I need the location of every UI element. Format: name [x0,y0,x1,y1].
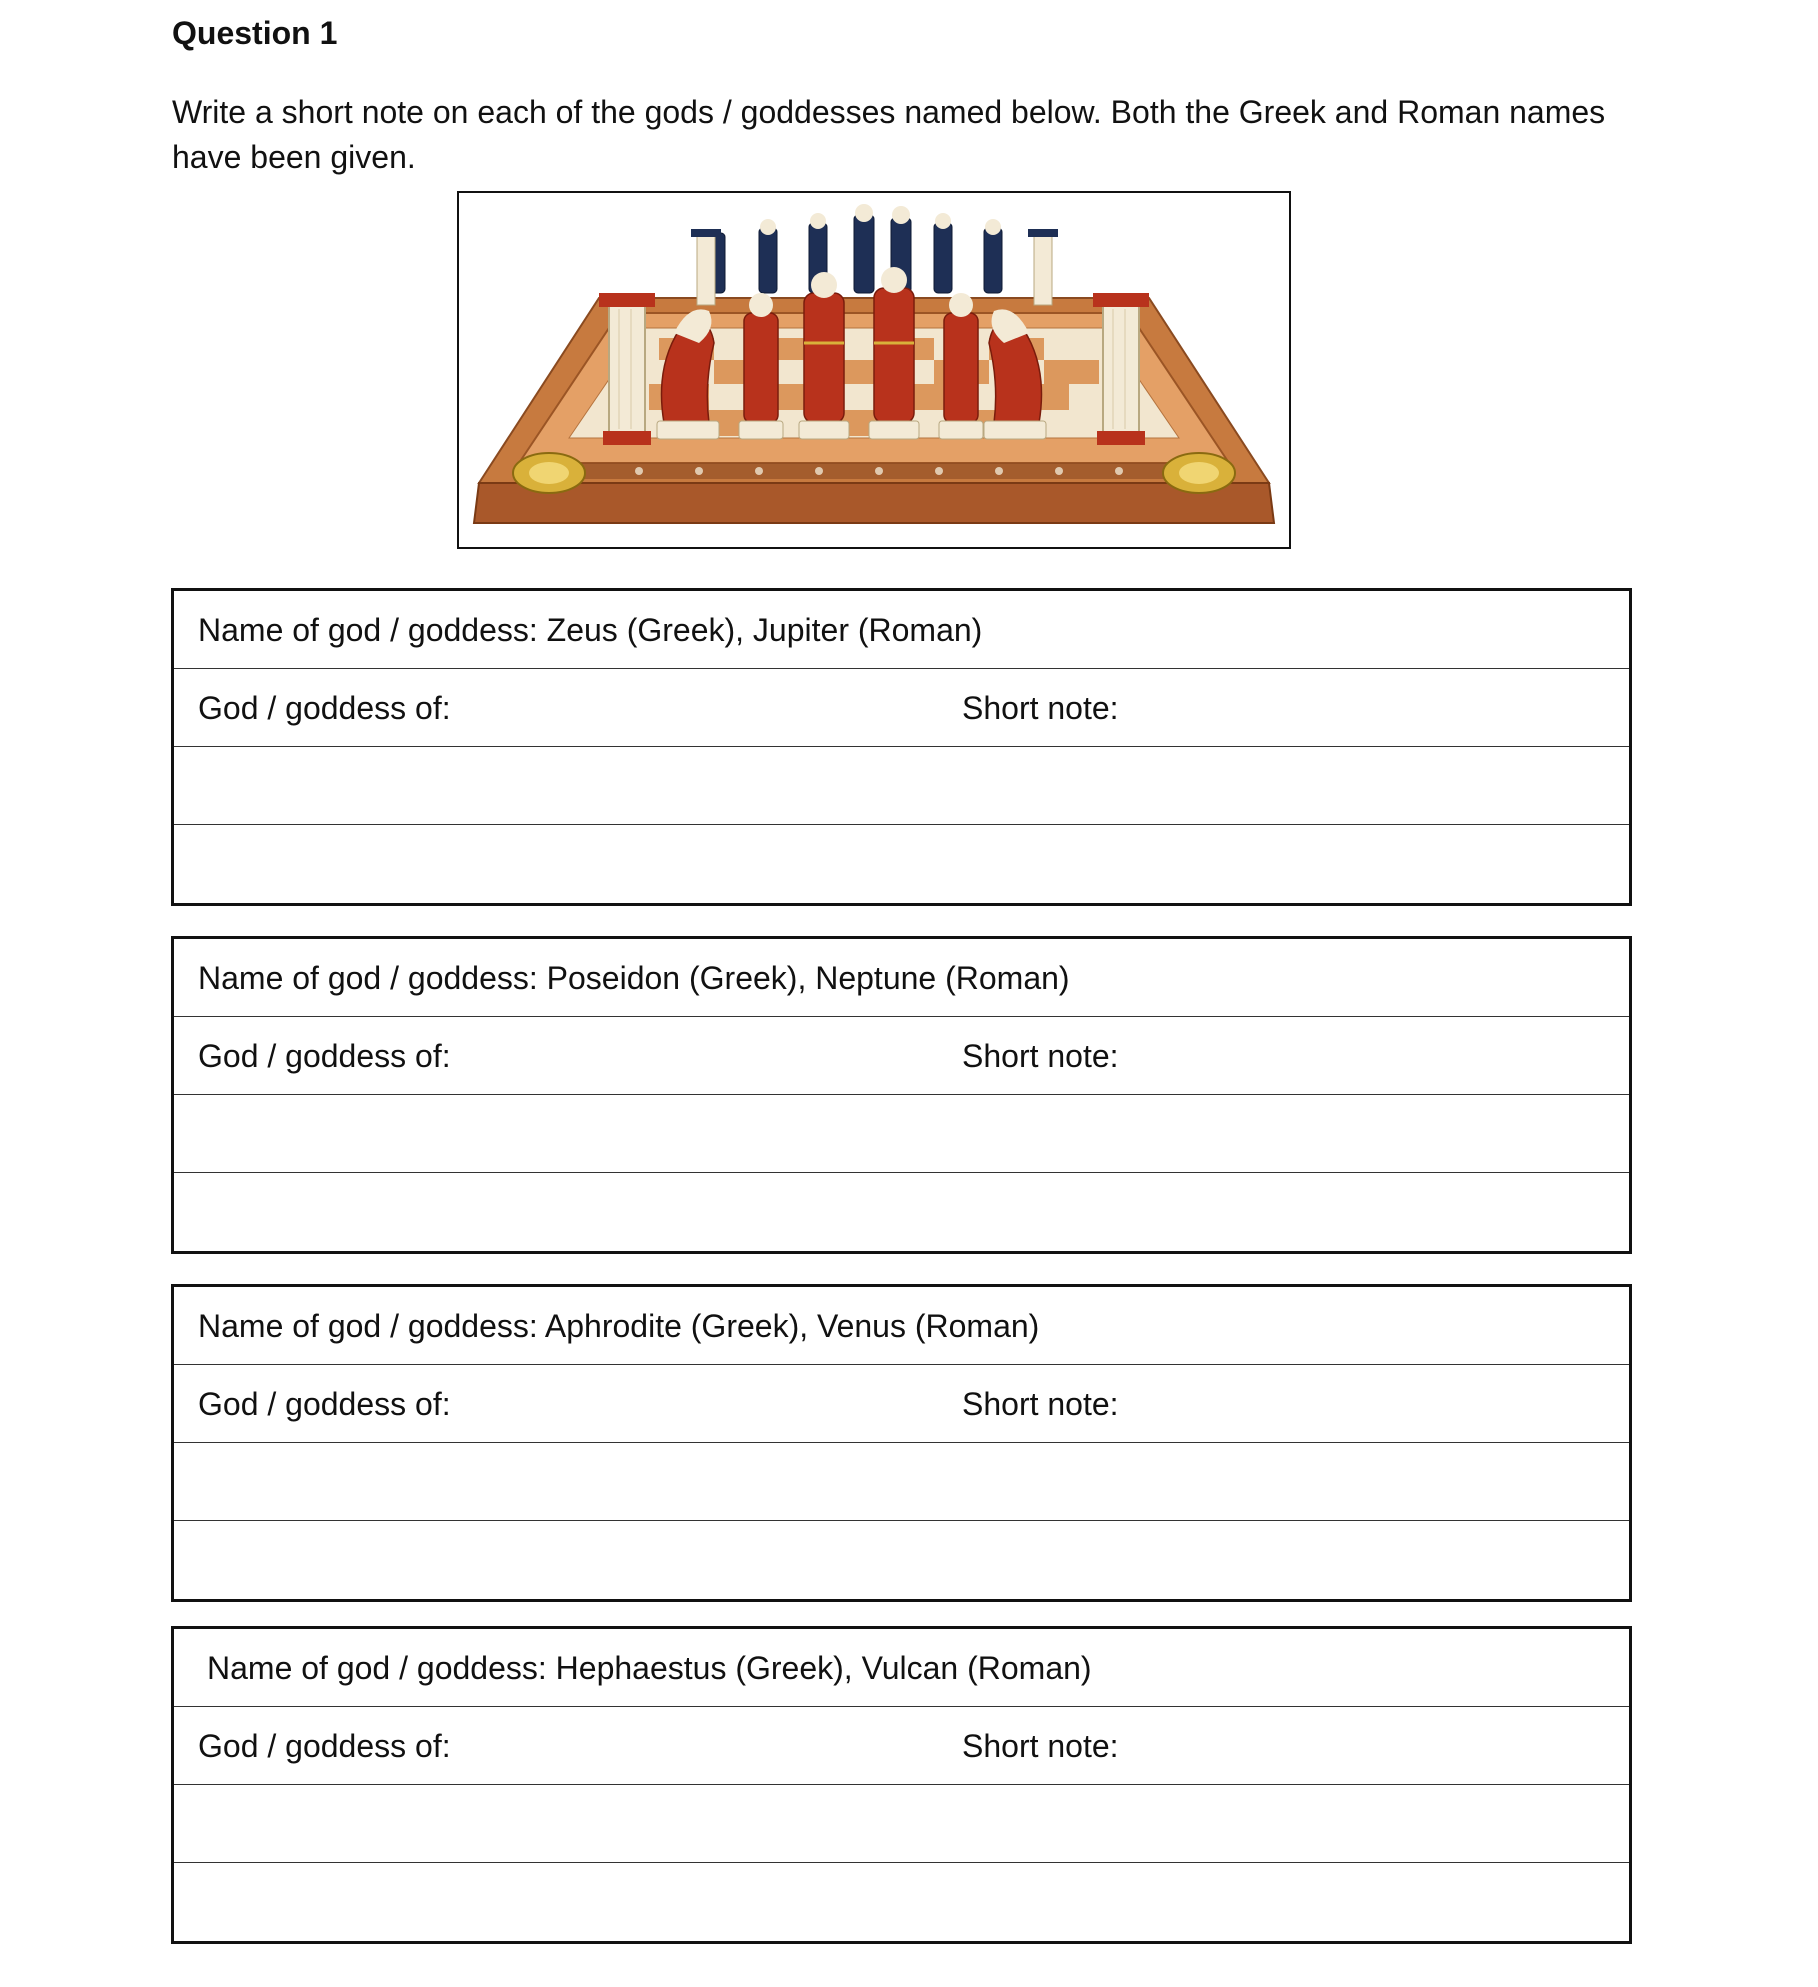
god-of-label: God / goddess of: [198,1728,451,1764]
god-fields-row [174,1365,1629,1443]
short-note-label: Short note: [962,1728,1119,1764]
chess-set-photo [457,191,1291,549]
god-name-label: Name of god / goddess: Aphrodite (Greek), Venus (Roman) [198,1308,1040,1344]
god-box-1 [171,588,1632,906]
god-fields-row [174,1707,1629,1785]
short-note-label: Short note: [962,1038,1119,1074]
answer-line[interactable] [174,1173,1629,1251]
god-of-label: God / goddess of: [198,1038,451,1074]
god-fields-row [174,1017,1629,1095]
short-note-label: Short note: [962,1386,1119,1422]
god-name-label: Name of god / goddess: Zeus (Greek), Jupiter (Roman) [198,612,983,648]
god-name-label: Name of god / goddess: Hephaestus (Greek), Vulcan (Roman) [207,1650,1092,1686]
answer-line[interactable] [174,1521,1629,1599]
god-name-label: Name of god / goddess: Poseidon (Greek), Neptune (Roman) [198,960,1070,996]
god-name-row [174,939,1629,1017]
greek-roman-chess-set-icon [459,193,1289,547]
god-name-row [174,591,1629,669]
answer-line[interactable] [174,1443,1629,1521]
short-note-label: Short note: [962,690,1119,726]
god-of-label: God / goddess of: [198,690,451,726]
question-title: Question 1 [172,15,338,51]
god-fields-row [174,669,1629,747]
god-box-2 [171,936,1632,1254]
god-box-3 [171,1284,1632,1602]
answer-line[interactable] [174,1785,1629,1863]
god-name-row [174,1287,1629,1365]
answer-line[interactable] [174,825,1629,903]
question-instructions: Write a short note on each of the gods / goddesses named below. Both the Greek and Roman names have been given. [172,94,1606,175]
answer-line[interactable] [174,1095,1629,1173]
god-name-row [174,1629,1629,1707]
god-of-label: God / goddess of: [198,1386,451,1422]
answer-line[interactable] [174,747,1629,825]
god-box-4 [171,1626,1632,1944]
answer-line[interactable] [174,1863,1629,1941]
